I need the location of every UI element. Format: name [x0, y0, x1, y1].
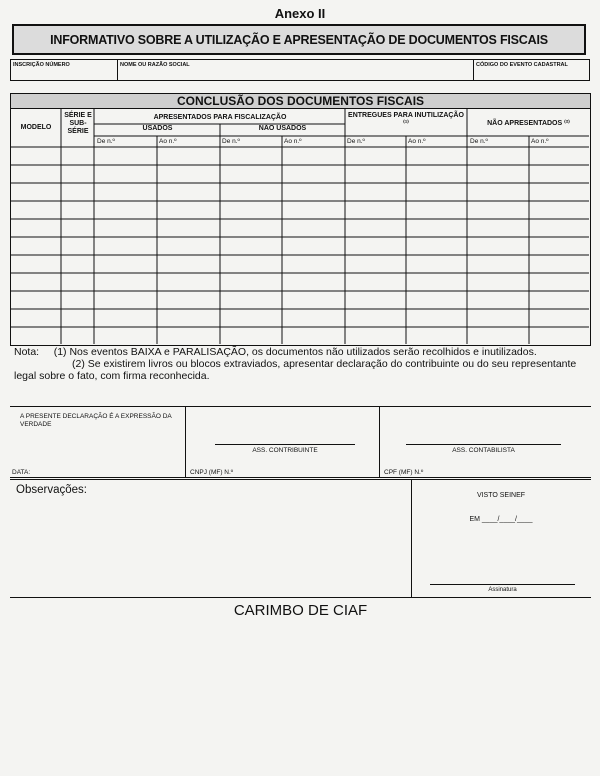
table-title: CONCLUSÃO DOS DOCUMENTOS FISCAIS: [11, 94, 590, 109]
ao-label: Ao n.º: [531, 138, 549, 145]
documents-table: [10, 93, 591, 346]
de-label: De n.º: [470, 138, 488, 145]
data-label: DATA:: [12, 469, 31, 476]
header-usados: USADOS: [142, 125, 173, 132]
ass-contribuinte-label: ASS. CONTRIBUINTE: [252, 447, 318, 454]
table-grid-lines: [11, 94, 589, 344]
nome-label: NOME OU RAZÃO SOCIAL: [120, 62, 190, 68]
ao-label: Ao n.º: [284, 138, 302, 145]
ao-label: Ao n.º: [408, 138, 426, 145]
header-nao-apresentados: NÃO APRESENTADOS ⁽²⁾: [487, 120, 570, 127]
inscricao-label: INSCRIÇÃO NÚMERO: [13, 62, 70, 68]
nota-block: [14, 346, 586, 382]
de-label: De n.º: [222, 138, 240, 145]
carimbo-section: [10, 597, 591, 767]
visto-seinef-label: VISTO SEINEF: [476, 492, 526, 499]
de-label: De n.º: [347, 138, 365, 145]
observacoes-field[interactable]: [18, 502, 406, 594]
contabilista-signature-line[interactable]: [406, 444, 561, 445]
signature-section: [10, 406, 591, 478]
annex-title: Anexo II: [274, 6, 326, 21]
assinatura-label: Assinatura: [488, 587, 517, 593]
carimbo-title: CARIMBO DE CIAF: [233, 602, 368, 619]
inscricao-field[interactable]: [11, 60, 117, 80]
nota-label: Nota:: [14, 346, 40, 358]
em-date-field[interactable]: EM ____/____/____: [469, 516, 533, 523]
nome-field[interactable]: [118, 60, 473, 80]
cnpj-label: CNPJ (MF) N.º: [190, 469, 234, 476]
codigo-label: CÓDIGO DO EVENTO CADASTRAL: [476, 62, 568, 68]
nota-item-2: (2) Se existirem livros ou blocos extraviados, apresentar declaração do contribuinte ou do seu representante legal sobre o fato, com firma reconhecida.: [14, 358, 577, 382]
observacoes-label: Observações:: [16, 484, 87, 496]
observacoes-section: [10, 479, 591, 597]
header-modelo: MODELO: [20, 124, 52, 131]
ass-contabilista-label: ASS. CONTABILISTA: [452, 447, 515, 454]
identification-row: [10, 59, 590, 81]
codigo-field[interactable]: [474, 60, 589, 80]
header-entregues: ENTREGUES PARA INUTILIZAÇÃO ⁽¹⁾: [348, 112, 464, 127]
de-label: De n.º: [97, 138, 115, 145]
declaracao-text: A PRESENTE DECLARAÇÃO É A EXPRESSÃO DA VERDADE: [20, 413, 172, 428]
ao-label: Ao n.º: [159, 138, 177, 145]
header-serie: SÉRIE E SUB-SÉRIE: [64, 112, 92, 135]
form-title: INFORMATIVO SOBRE A UTILIZAÇÃO E APRESENTAÇÃO DE DOCUMENTOS FISCAIS: [12, 24, 586, 55]
assinatura-line[interactable]: [430, 584, 575, 585]
header-apresentados: APRESENTADOS PARA FISCALIZAÇÃO: [153, 114, 287, 121]
contribuinte-signature-line[interactable]: [215, 444, 355, 445]
cpf-label: CPF (MF) N.º: [384, 469, 424, 476]
header-nao-usados: NÃO USADOS: [258, 125, 307, 132]
nota-item-1: (1) Nos eventos BAIXA e PARALISAÇÃO, os documentos não utilizados serão recolhidos e inutilizados.: [53, 346, 537, 358]
